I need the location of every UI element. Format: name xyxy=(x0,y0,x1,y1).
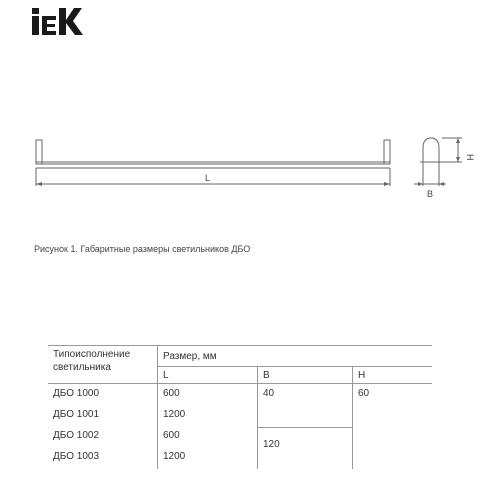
row-b-group-2: 120 xyxy=(258,427,353,469)
row-b-group-1: 40 xyxy=(258,384,353,428)
dimensions-table xyxy=(48,345,432,469)
table-row xyxy=(48,384,432,407)
header-size: Размер, мм xyxy=(158,346,433,367)
right-end-cap xyxy=(384,140,390,164)
label-l: L xyxy=(205,173,211,183)
row-h-all: 60 xyxy=(353,384,433,470)
row-type: ДБО 1001 xyxy=(53,409,100,420)
figure-caption: Рисунок 1. Габаритные размеры светильников ДБО xyxy=(34,244,251,254)
label-b: B xyxy=(427,189,434,199)
header-l: L xyxy=(158,367,258,384)
row-type: ДБО 1002 xyxy=(53,430,100,441)
row-l: 1200 xyxy=(158,406,258,427)
row-type: ДБО 1000 xyxy=(48,384,158,407)
luminaire-dimension-drawing xyxy=(0,120,500,210)
header-h: H xyxy=(353,367,433,384)
header-b: B xyxy=(258,367,353,384)
label-h: H xyxy=(465,154,475,161)
header-type: Типоисполнение светильника xyxy=(48,346,158,384)
iek-logo xyxy=(31,8,83,36)
row-l: 600 xyxy=(158,384,258,407)
row-l: 1200 xyxy=(158,448,258,469)
left-end-cap xyxy=(36,140,42,164)
side-profile xyxy=(423,138,439,162)
row-type: ДБО 1003 xyxy=(53,451,100,462)
row-l: 600 xyxy=(158,427,258,448)
